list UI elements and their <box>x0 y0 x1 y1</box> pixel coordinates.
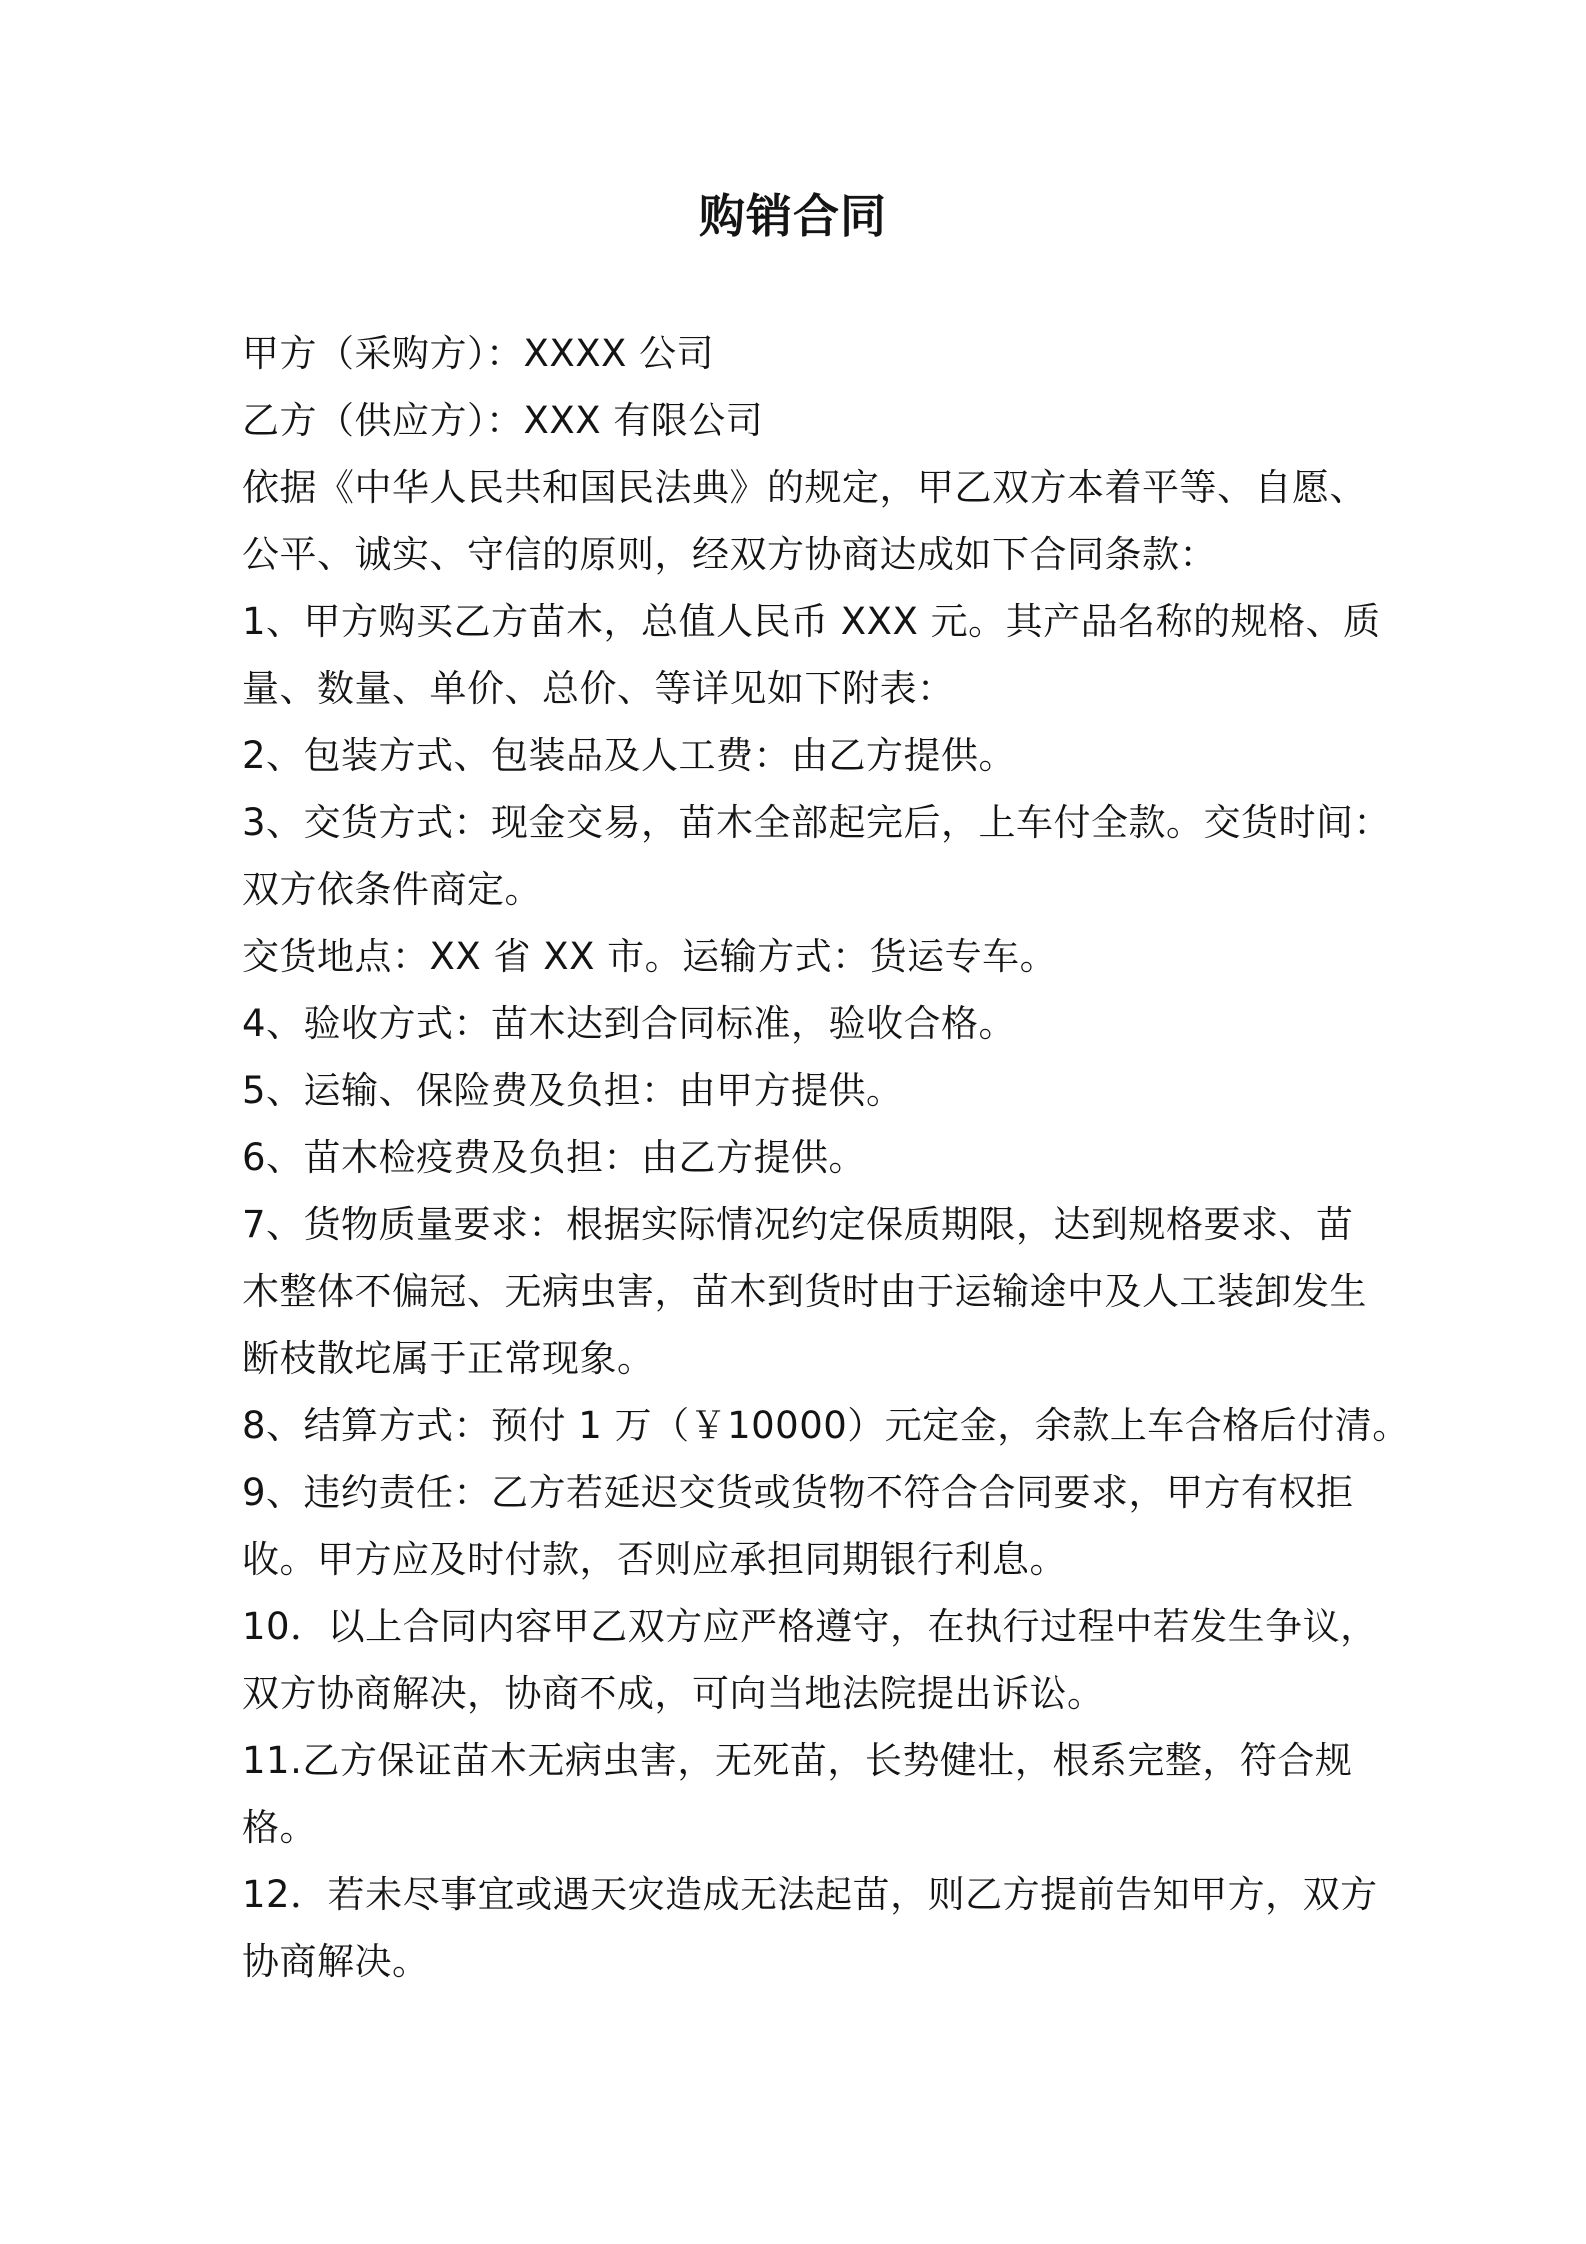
clause-4: 4、验收方式：苗木达到合同标准，验收合格。 <box>242 1002 1017 1045</box>
clause-3-line-1: 3、交货方式：现金交易，苗木全部起完后，上车付全款。交货时间： <box>242 801 1392 844</box>
clause-11-line-1: 11.乙方保证苗木无病虫害，无死苗，长势健壮，根系完整，符合规 <box>242 1739 1353 1782</box>
clause-9-line-1: 9、违约责任：乙方若延迟交货或货物不符合合同要求，甲方有权拒 <box>242 1471 1354 1514</box>
page-title: 购销合同 <box>699 189 887 243</box>
clause-12-line-1: 12．若未尽事宜或遇天灾造成无法起苗，则乙方提前告知甲方，双方 <box>242 1873 1378 1916</box>
party-b-line: 乙方（供应方）：XXX 有限公司 <box>242 399 764 442</box>
clause-1-line-1: 1、甲方购买乙方苗木，总值人民币 XXX 元。其产品名称的规格、质 <box>242 600 1381 643</box>
clause-8: 8、结算方式：预付 1 万（￥10000）元定金，余款上车合格后付清。 <box>242 1404 1410 1447</box>
clause-7-line-2: 木整体不偏冠、无病虫害，苗木到货时由于运输途中及人工装卸发生 <box>242 1270 1367 1313</box>
party-a-line: 甲方（采购方）：XXXX 公司 <box>242 332 715 375</box>
clause-3-line-2: 双方依条件商定。 <box>242 868 542 911</box>
clause-10-line-2: 双方协商解决，协商不成，可向当地法院提出诉讼。 <box>242 1672 1105 1715</box>
clause-2: 2、包装方式、包装品及人工费：由乙方提供。 <box>242 734 1017 777</box>
clause-9-line-2: 收。甲方应及时付款，否则应承担同期银行利息。 <box>242 1538 1067 1581</box>
clause-6: 6、苗木检疫费及负担：由乙方提供。 <box>242 1136 867 1179</box>
clause-7-line-1: 7、货物质量要求：根据实际情况约定保质期限，达到规格要求、苗 <box>242 1203 1354 1246</box>
clause-7-line-3: 断枝散坨属于正常现象。 <box>242 1337 655 1380</box>
clause-12-line-2: 协商解决。 <box>242 1940 430 1983</box>
contract-body <box>242 320 1410 1995</box>
clause-1-line-2: 量、数量、单价、总价、等详见如下附表： <box>242 667 955 710</box>
clause-5: 5、运输、保险费及负担：由甲方提供。 <box>242 1069 904 1112</box>
preamble-line-1: 依据《中华人民共和国民法典》的规定，甲乙双方本着平等、自愿、 <box>242 466 1367 509</box>
clause-10-line-1: 10．以上合同内容甲乙双方应严格遵守，在执行过程中若发生争议， <box>242 1605 1378 1648</box>
delivery-location-line: 交货地点：XX 省 XX 市。运输方式：货运专车。 <box>242 935 1058 978</box>
preamble-line-2: 公平、诚实、守信的原则，经双方协商达成如下合同条款： <box>242 533 1217 576</box>
clause-11-line-2: 格。 <box>242 1806 317 1849</box>
